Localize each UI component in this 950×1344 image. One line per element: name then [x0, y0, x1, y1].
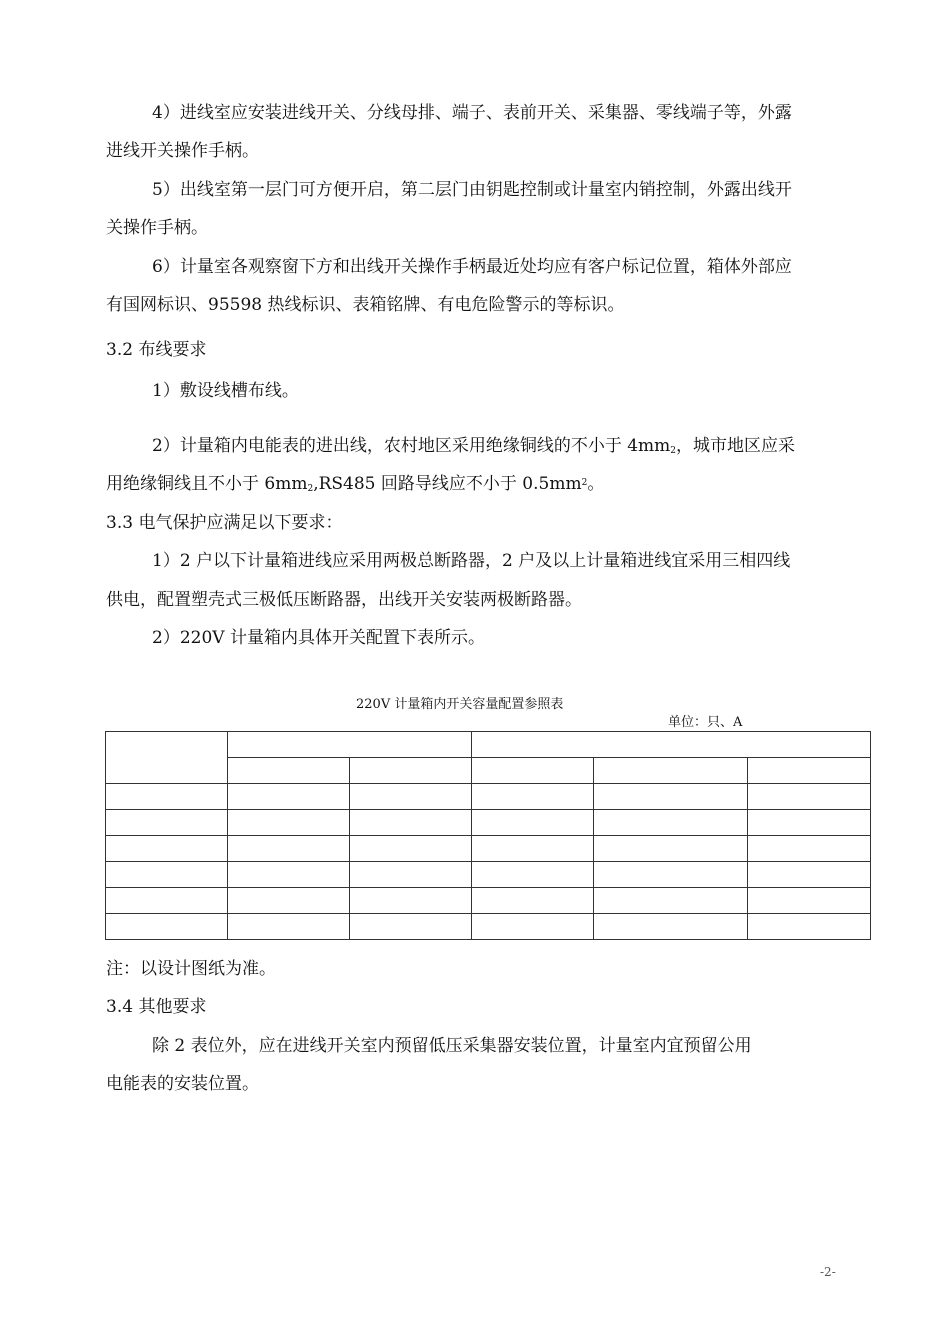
table-row	[106, 888, 871, 914]
table-row	[106, 784, 871, 810]
item-2-subscript-2: 2	[307, 484, 314, 494]
table-row	[106, 862, 871, 888]
paragraph-5-line-1: 5）出线室第一层门可方便开启，第二层门由钥匙控制或计量室内销控制，外露出线开	[152, 180, 792, 200]
table-cell	[228, 914, 350, 940]
table-cell	[472, 888, 594, 914]
table-cell	[748, 914, 871, 940]
table-cell	[106, 836, 228, 862]
section-3-3-item-1-line-1: 1）2 户以下计量箱进线应采用两极总断路器，2 户及以上计量箱进线宜采用三相四线	[152, 551, 791, 571]
item-2-text-d: ,RS485 回路导线应不小于 0.5mm	[313, 474, 582, 494]
table-cell	[594, 810, 748, 836]
table-cell	[350, 836, 472, 862]
section-3-4-line-2: 电能表的安装位置。	[106, 1074, 259, 1094]
section-3-2-item-1: 1）敷设线槽布线。	[152, 381, 299, 401]
table-cell	[228, 862, 350, 888]
table-header-cell	[106, 732, 228, 784]
table-cell	[748, 888, 871, 914]
table-cell	[228, 836, 350, 862]
table-cell	[106, 784, 228, 810]
table-header-cell	[228, 758, 350, 784]
section-3-2-item-2-line-2	[106, 473, 604, 498]
table-row	[106, 914, 871, 940]
item-2-text-e: 。	[587, 474, 605, 494]
table-header-cell	[472, 732, 871, 758]
table-unit: 单位：只、A	[668, 715, 743, 730]
table-row	[106, 836, 871, 862]
switch-capacity-table	[105, 731, 871, 940]
item-2-subscript-1: 2	[670, 446, 677, 456]
table-cell	[350, 914, 472, 940]
table-cell	[472, 862, 594, 888]
paragraph-6-line-1: 6）计量室各观察窗下方和出线开关操作手柄最近处均应有客户标记位置，箱体外部应	[152, 257, 792, 277]
table-cell	[106, 888, 228, 914]
section-3-4-line-1: 除 2 表位外，应在进线开关室内预留低压采集器安装位置，计量室内宜预留公用	[152, 1036, 752, 1056]
item-2-text-a: 2）计量箱内电能表的进出线，农村地区采用绝缘铜线的不小于 4mm	[152, 436, 671, 456]
section-3-3-item-1-line-2: 供电，配置塑壳式三极低压断路器，出线开关安装两极断路器。	[106, 590, 582, 610]
page-number: -2-	[820, 1265, 836, 1279]
table-cell	[748, 810, 871, 836]
table-cell	[106, 914, 228, 940]
item-2-text-c: 用绝缘铜线且不小于 6mm	[106, 474, 308, 494]
table-cell	[350, 862, 472, 888]
table-header-cell	[594, 758, 748, 784]
table-header-cell	[350, 758, 472, 784]
table-cell	[350, 784, 472, 810]
table-cell	[228, 810, 350, 836]
table-cell	[228, 888, 350, 914]
table-row	[106, 810, 871, 836]
table-cell	[594, 784, 748, 810]
table-cell	[472, 914, 594, 940]
paragraph-4-line-1: 4）进线室应安装进线开关、分线母排、端子、表前开关、采集器、零线端子等，外露	[152, 103, 792, 123]
paragraph-6-line-2: 有国网标识、95598 热线标识、表箱铭牌、有电危险警示的等标识。	[106, 295, 625, 315]
item-2-superscript-3: 2	[581, 478, 588, 488]
table-cell	[594, 836, 748, 862]
table-note: 注：以设计图纸为准。	[106, 959, 276, 979]
table-cell	[594, 862, 748, 888]
item-2-text-b: ，城市地区应采	[676, 436, 796, 456]
table-cell	[350, 888, 472, 914]
table-cell	[472, 784, 594, 810]
table-cell	[748, 862, 871, 888]
section-3-3-heading: 3.3 电气保护应满足以下要求：	[106, 513, 343, 533]
table-header-cell	[228, 732, 472, 758]
table-cell	[472, 810, 594, 836]
section-3-2-item-2-line-1	[152, 435, 795, 460]
section-3-3-item-2: 2）220V 计量箱内具体开关配置下表所示。	[152, 628, 485, 648]
table-cell	[106, 810, 228, 836]
table-cell	[594, 914, 748, 940]
table-caption: 220V 计量箱内开关容量配置参照表	[356, 697, 564, 712]
table-cell	[350, 810, 472, 836]
section-3-2-heading: 3.2 布线要求	[106, 340, 207, 360]
table-header-row-1	[106, 732, 871, 758]
paragraph-5-line-2: 关操作手柄。	[106, 218, 208, 238]
table-header-cell	[472, 758, 594, 784]
table-cell	[106, 862, 228, 888]
table-cell	[748, 784, 871, 810]
section-3-4-heading: 3.4 其他要求	[106, 997, 207, 1017]
paragraph-4-line-2: 进线开关操作手柄。	[106, 141, 259, 161]
table-header-cell	[748, 758, 871, 784]
table-cell	[748, 836, 871, 862]
table-cell	[594, 888, 748, 914]
table-cell	[472, 836, 594, 862]
table-cell	[228, 784, 350, 810]
